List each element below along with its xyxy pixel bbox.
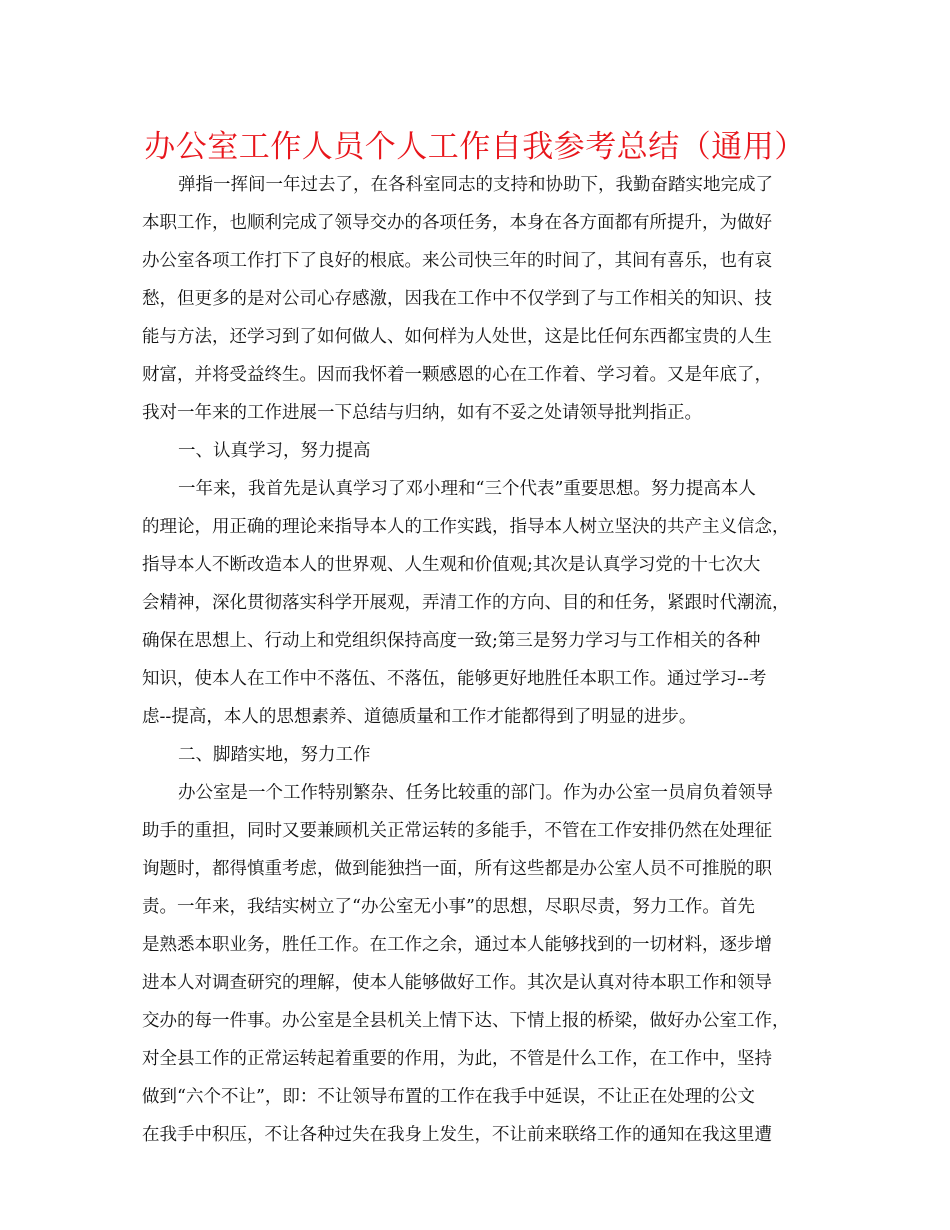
paragraph-line: 责。一年来，我结实树立了“办公室无小事”的思想，尽职尽责，努力工作。首先 xyxy=(142,897,755,917)
paragraph-line: 指导本人不断改造本人的世界观、人生观和价值观;其次是认真学习党的十七次大 xyxy=(142,555,761,575)
paragraph-line: 财富，并将受益终生。因而我怀着一颗感恩的心在工作着、学习着。又是年底了， xyxy=(142,365,772,385)
paragraph-line: 办公室各项工作打下了良好的根底。来公司快三年的时间了，其间有喜乐，也有哀 xyxy=(142,251,772,271)
paragraph-line: 的理论，用正确的理论来指导本人的工作实践，指导本人树立坚決的共产主义信念， xyxy=(142,517,790,537)
paragraph-line: 交办的每一件事。办公室是全县机关上情下达、下情上报的桥梁，做好办公室工作， xyxy=(142,1011,790,1031)
paragraph-line: 助手的重担，同时又要兼顾机关正常运转的多能手，不管在工作安排仍然在处理征 xyxy=(142,821,772,841)
section-heading: 二、脚踏实地，努力工作 xyxy=(178,745,371,765)
paragraph-line: 办公室是一个工作特别繁杂、任务比较重的部门。作为办公室一员肩负着领导 xyxy=(178,783,773,803)
paragraph-line: 会精神，深化贯彻落实科学开展观，弄清工作的方向、目的和任务，紧跟时代潮流， xyxy=(142,593,790,613)
paragraph-line: 知识，使本人在工作中不落伍、不落伍，能够更好地胜任本职工作。通过学习--考 xyxy=(142,669,767,689)
paragraph-line: 虑--提高，本人的思想素养、道德质量和工作才能都得到了明显的进步。 xyxy=(142,707,697,727)
section-heading: 一、认真学习，努力提高 xyxy=(178,441,371,461)
paragraph-line: 做到“六个不让”，即：不让领导布置的工作在我手中延误，不让正在处理的公文 xyxy=(142,1087,755,1107)
paragraph-line: 一年来，我首先是认真学习了邓小理和“三个代表”重要思想。努力提高本人 xyxy=(178,479,756,499)
document-title: 办公室工作人员个人工作自我参考总结（通用） xyxy=(144,129,806,165)
paragraph-line: 愁，但更多的是对公司心存感激，因我在工作中不仅学到了与工作相关的知识、技 xyxy=(142,289,772,309)
paragraph-line: 能与方法，还学习到了如何做人、如何样为人处世，这是比任何东西都宝贵的人生 xyxy=(142,327,772,347)
paragraph-line: 进本人对调查研究的理解，使本人能够做好工作。其次是认真对待本职工作和领导 xyxy=(142,973,772,993)
paragraph-line: 本职工作，也顺利完成了领导交办的各项任务，本身在各方面都有所提升，为做好 xyxy=(142,213,772,233)
document-body xyxy=(142,166,808,1154)
paragraph-line: 确保在思想上、行动上和党组织保持高度一致;第三是努力学习与工作相关的各种 xyxy=(142,631,761,651)
paragraph-line: 对全县工作的正常运转起着重要的作用，为此，不管是什么工作，在工作中，坚持 xyxy=(142,1049,772,1069)
paragraph-line: 我对一年来的工作进展一下总结与归纳，如有不妥之处请领导批判指正。 xyxy=(142,403,702,423)
paragraph-line: 弹指一挥间一年过去了，在各科室同志的支持和协助下，我勤奋踏实地完成了 xyxy=(178,175,773,195)
paragraph-line: 询题时，都得慎重考虑，做到能独挡一面，所有这些都是办公室人员不可推脱的职 xyxy=(142,859,772,879)
paragraph-line: 是熟悉本职业务，胜任工作。在工作之余，通过本人能够找到的一切材料，逐步增 xyxy=(142,935,772,955)
paragraph-line: 在我手中积压，不让各种过失在我身上发生，不让前来联络工作的通知在我这里遭 xyxy=(142,1125,772,1145)
